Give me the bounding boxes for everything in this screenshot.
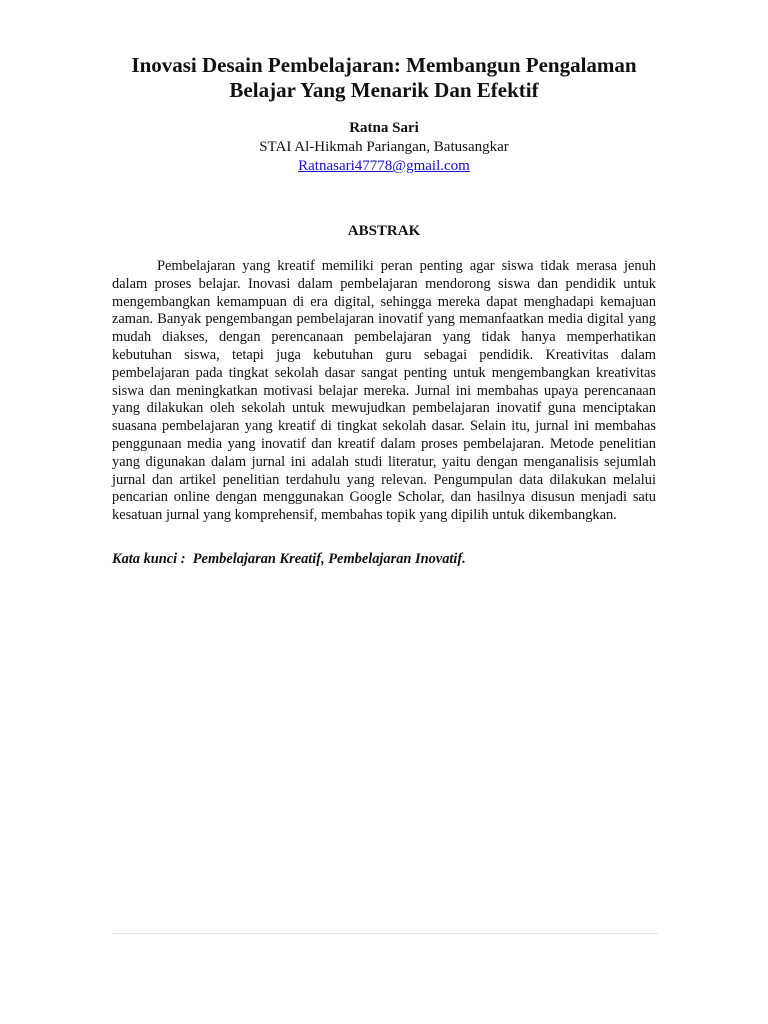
abstract-body: Pembelajaran yang kreatif memiliki peran penting agar siswa tidak merasa jenuh dalam proses belajar. Inovasi dalam pembelajaran mendorong siswa dan pendidik untuk mengembangkan kemampuan di era digital, sehingga mereka dapat menghadapi kemajuan zaman. Banyak pengembangan pembelajaran inovatif yang memanfaatkan media digital yang mudah diakses, dengan perencanaan pembelajaran yang tidak hanya memperhatikan kebutuhan siswa, tetapi juga kebutuhan guru sebagai pendidik. Kreativitas dalam pembelajaran pada tingkat sekolah dasar sangat penting untuk mengembangkan kreativitas siswa dan meningkatkan motivasi belajar mereka. Jurnal ini membahas upaya perencanaan yang dilakukan oleh sekolah untuk mewujudkan pembelajaran inovatif guna menciptakan suasana pembelajaran yang kreatif di tingkat sekolah dasar. Selain itu, jurnal ini membahas penggunaan media yang inovatif dan kreatif dalam proses pembelajaran. Metode penelitian yang digunakan dalam jurnal ini adalah studi literatur, yaitu dengan menganalisis sejumlah jurnal dan artikel penelitian terdahulu yang relevan. Pengumpulan data dilakukan melalui pencarian online dengan menggunakan Google Scholar, dan hasilnya disusun menjadi satu kesatuan jurnal yang komprehensif, membahas topik yang dipilih untuk dikembangkan. <box>112 258 656 524</box>
keywords-label: Kata kunci : <box>112 551 186 567</box>
author-name: Ratna Sari <box>349 120 419 136</box>
keywords-values: Pembelajaran Kreatif, Pembelajaran Inovatif. <box>192 551 466 567</box>
footer-divider <box>112 933 658 934</box>
author-email <box>100 157 668 176</box>
keywords-line <box>112 550 656 568</box>
paper-title: Inovasi Desain Pembelajaran: Membangun Pengalaman Belajar Yang Menarik Dan Efektif <box>131 53 637 102</box>
email-link[interactable]: Ratnasari47778@gmail.com <box>298 158 470 174</box>
abstract-heading: ABSTRAK <box>347 223 421 239</box>
author-affiliation: STAI Al-Hikmah Pariangan, Batusangkar <box>259 139 509 155</box>
